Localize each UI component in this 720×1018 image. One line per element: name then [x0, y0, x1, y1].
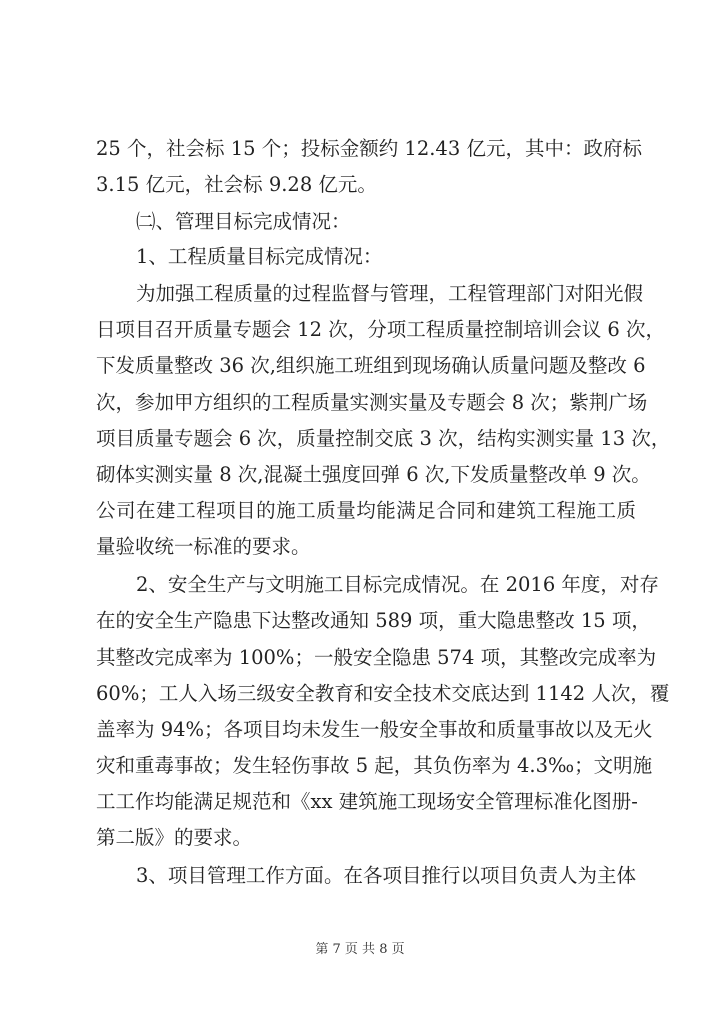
text-line: 其整改完成率为 100%；一般安全隐患 574 项，其整改完成率为: [96, 646, 657, 669]
text-line: ㈡、管理目标完成情况：: [136, 210, 351, 233]
text-line: 25 个，社会标 15 个；投标金额约 12.43 亿元，其中：政府标: [96, 137, 642, 160]
text-line: 2、安全生产与文明施工目标完成情况。在 2016 年度，对存: [136, 573, 659, 596]
text-line: 盖率为 94%；各项目均未发生一般安全事故和质量事故以及无火: [96, 718, 653, 741]
text-line: 下发质量整改 36 次,组织施工班组到现场确认质量问题及整改 6: [96, 354, 646, 377]
text-line: 公司在建工程项目的施工质量均能满足合同和建筑工程施工质: [96, 499, 636, 522]
text-line: 灾和重毒事故；发生轻伤事故 5 起，其负伤率为 4.3‰；文明施: [96, 754, 653, 777]
text-line: 为加强工程质量的过程监督与管理，工程管理部门对阳光假: [136, 282, 644, 305]
text-line: 次，参加甲方组织的工程质量实测实量及专题会 8 次；紫荆广场: [96, 391, 648, 414]
text-line: 1、工程质量目标完成情况：: [136, 245, 383, 268]
text-line: 第二版》的要求。: [96, 826, 253, 849]
text-line: 60%；工人入场三级安全教育和安全技术交底达到 1142 人次，覆: [96, 682, 670, 705]
text-line: 在的安全生产隐患下达整改通知 589 项，重大隐患整改 15 项，: [96, 609, 651, 632]
text-line: 工工作均能满足规范和《xx 建筑施工现场安全管理标准化图册-: [96, 790, 638, 813]
text-line: 日项目召开质量专题会 12 次，分项工程质量控制培训会议 6 次，: [96, 318, 666, 341]
text-line: 项目质量专题会 6 次，质量控制交底 3 次，结构实测实量 13 次，: [96, 427, 671, 450]
text-line: 3、项目管理工作方面。在各项目推行以项目负责人为主体: [136, 864, 636, 887]
text-line: 3.15 亿元，社会标 9.28 亿元。: [96, 173, 377, 196]
page-footer: 第 7 页 共 8 页: [315, 942, 405, 957]
text-line: 量验收统一标准的要求。: [96, 535, 311, 558]
text-line: 砌体实测实量 8 次,混凝土强度回弹 6 次,下发质量整改单 9 次。: [96, 463, 651, 486]
